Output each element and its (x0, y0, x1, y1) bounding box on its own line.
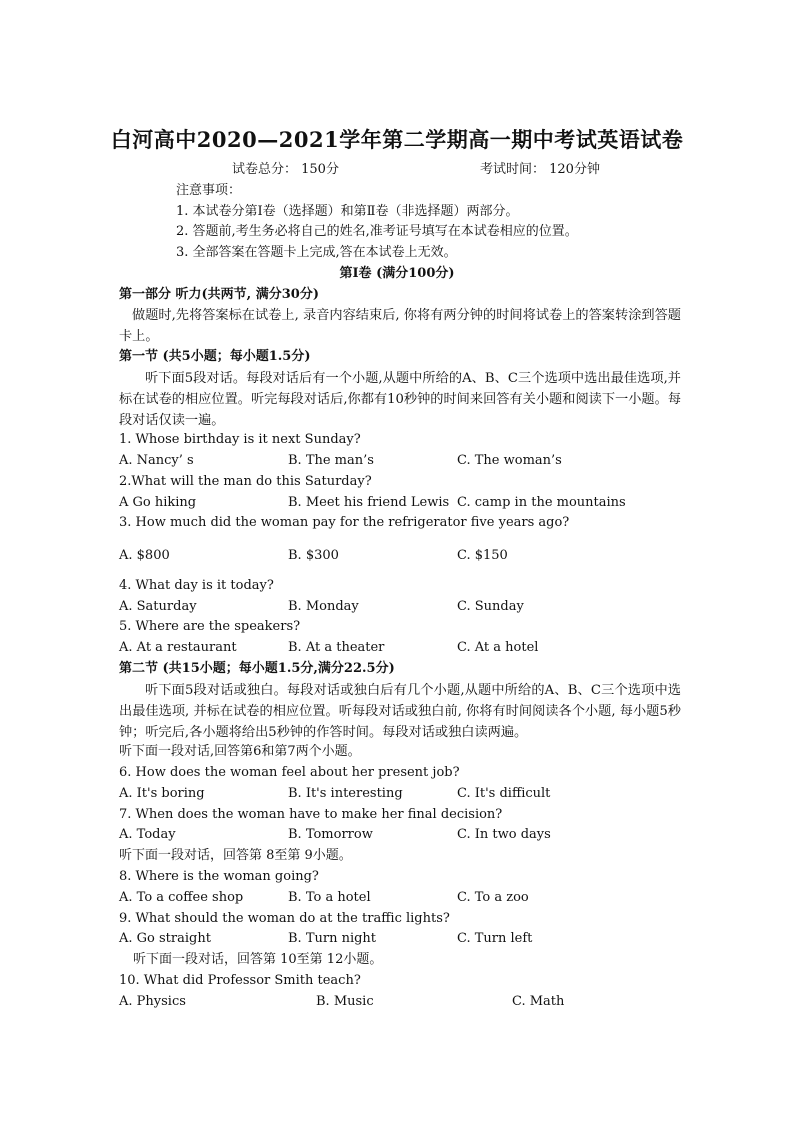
option-c: C. At a hotel (457, 640, 539, 655)
section2-heading: 第二节 (共15小题；每小题1.5分,满分22.5分) (119, 661, 395, 676)
option-a: A Go hiking (119, 495, 197, 510)
notes-heading: 注意事项： (176, 183, 242, 198)
note-item: 1. 本试卷分第Ⅰ卷（选择题）和第Ⅱ卷（非选择题）两部分。 (176, 204, 519, 219)
option-b: B. At a theater (288, 640, 385, 655)
volume-heading: 第Ⅰ卷 (满分100分) (339, 266, 455, 281)
question-text: 4. What day is it today? (119, 578, 274, 593)
option-b: B. Music (316, 994, 374, 1009)
total-score: 试卷总分： 150分 (232, 162, 339, 177)
option-c: C. It's difficult (457, 786, 551, 801)
option-c: C. Math (512, 994, 565, 1009)
option-c: C. $150 (457, 548, 508, 563)
option-c: C. Sunday (457, 599, 524, 614)
group-instruction: 听下面一段对话，回答第 10至第 12小题。 (133, 952, 383, 967)
section2-intro: 听下面5段对话或独白。每段对话或独白后有几个小题,从题中所给的A、B、C三个选项中选出最佳选项, 并标在试卷的相应位置。听每段对话或独白前, 你将有时间阅读各个小题, 每小题5秒钟；听完后,各小题将给出5秒钟的作答时间。每段对话或独白读两遍。 (119, 683, 681, 740)
option-b: B. The man’s (288, 453, 374, 468)
option-a: A. Nancy’ s (119, 453, 194, 468)
option-a: A. $800 (119, 548, 170, 563)
option-b: B. To a hotel (288, 890, 371, 905)
option-a: A. Saturday (119, 599, 197, 614)
option-b: B. Meet his friend Lewis (288, 495, 450, 510)
option-a: A. It's boring (119, 786, 205, 801)
question-text: 7. When does the woman have to make her final decision? (119, 807, 503, 822)
group-instruction: 听下面一段对话,回答第6和第7两个小题。 (119, 744, 361, 759)
section1-intro: 听下面5段对话。每段对话后有一个小题,从题中所给的A、B、C三个选项中选出最佳选项,并标在试卷的相应位置。听完每段对话后,你都有10秒钟的时间来回答有关小题和阅读下一小题。每段对话仅读一遍。 (119, 371, 681, 428)
note-item: 2. 答题前,考生务必将自己的姓名,准考证号填写在本试卷相应的位置。 (176, 224, 578, 239)
option-c: C. The woman’s (457, 453, 562, 468)
option-c: C. Turn left (457, 931, 533, 946)
option-a: A. At a restaurant (119, 640, 237, 655)
question-text: 10. What did Professor Smith teach? (119, 973, 361, 988)
option-b: B. It's interesting (288, 786, 403, 801)
option-a: A. Today (119, 827, 176, 842)
exam-time: 考试时间： 120分钟 (480, 162, 600, 177)
part1-intro: 做题时,先将答案标在试卷上, 录音内容结束后, 你将有两分钟的时间将试卷上的答案转涂到答题卡上。 (119, 308, 681, 344)
question-text: 6. How does the woman feel about her present job? (119, 765, 460, 780)
option-b: B. Turn night (288, 931, 377, 946)
option-a: A. Physics (119, 994, 186, 1009)
question-text: 2.What will the man do this Saturday? (119, 474, 372, 489)
question-text: 9. What should the woman do at the traffic lights? (119, 911, 450, 926)
question-text: 5. Where are the speakers? (119, 619, 301, 634)
exam-title: 白河高中2020—2021学年第二学期高一期中考试英语试卷 (110, 127, 684, 152)
option-a: A. To a coffee shop (119, 890, 244, 905)
group-instruction: 听下面一段对话，回答第 8至第 9小题。 (119, 848, 352, 863)
part1-heading: 第一部分 听力(共两节, 满分30分) (119, 287, 319, 302)
option-b: B. $300 (288, 548, 339, 563)
question-text: 1. Whose birthday is it next Sunday? (119, 432, 361, 447)
question-text: 8. Where is the woman going? (119, 869, 319, 884)
option-c: C. In two days (457, 827, 551, 842)
option-c: C. To a zoo (457, 890, 529, 905)
option-a: A. Go straight (119, 931, 211, 946)
option-b: B. Monday (288, 599, 359, 614)
question-text: 3. How much did the woman pay for the refrigerator five years ago? (119, 515, 570, 530)
option-c: C. camp in the mountains (457, 495, 626, 510)
note-item: 3. 全部答案在答题卡上完成,答在本试卷上无效。 (176, 245, 457, 260)
option-b: B. Tomorrow (288, 827, 373, 842)
section1-heading: 第一节 (共5小题；每小题1.5分) (119, 349, 311, 364)
